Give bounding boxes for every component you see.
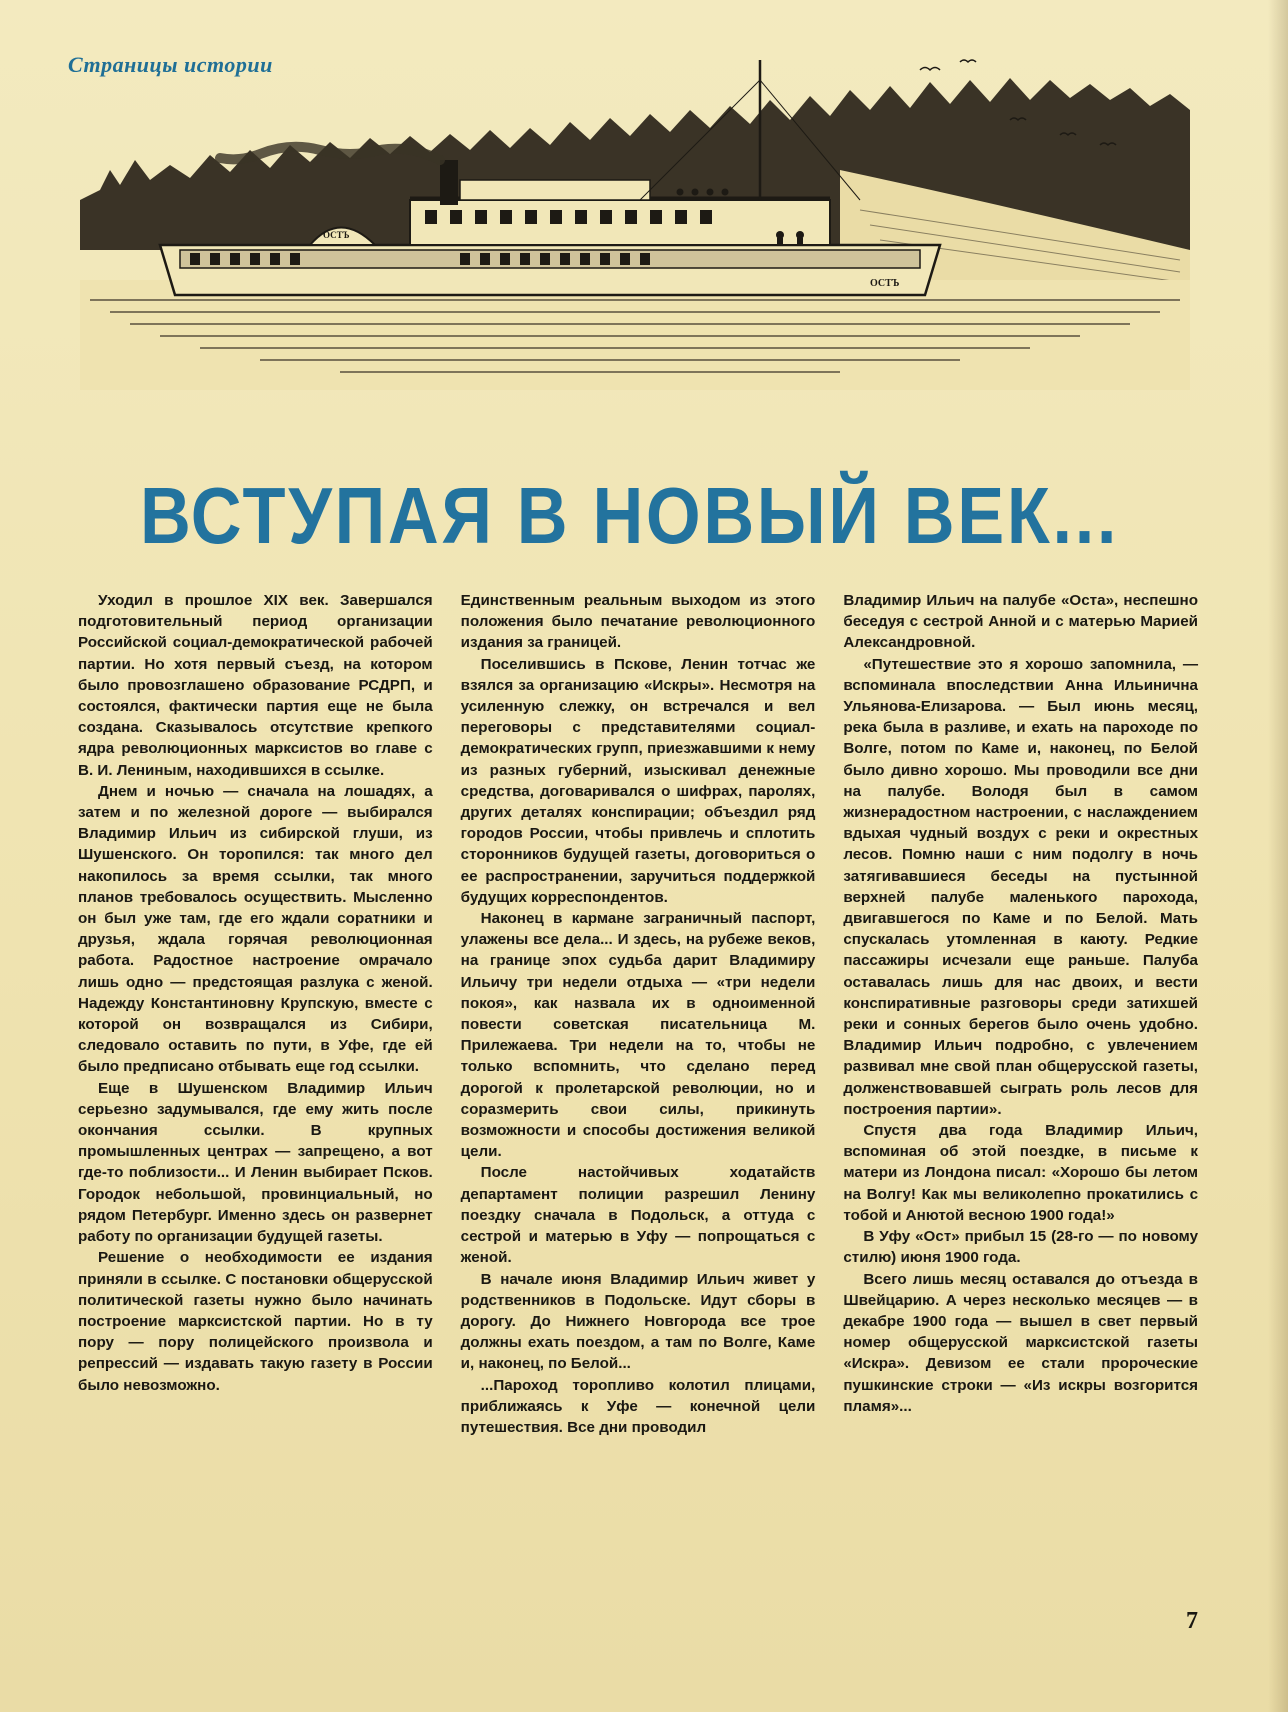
page-edge-shadow xyxy=(1268,0,1288,1712)
ship-name-paddle: ОСТЪ xyxy=(323,230,350,240)
column-1 xyxy=(78,590,433,1620)
paragraph: Спустя два года Владимир Ильич, вспоминая об этой поездке, в письме к матери из Лондона писал: «Хорошо бы летом на Волгу! Как мы великолепно прокатились с тобой и Анютой весною 1900 года!» xyxy=(843,1122,1199,1224)
page-number: 7 xyxy=(1186,1608,1198,1634)
paragraph: Владимир Ильич на палубе «Оста», неспешно беседуя с сестрой Анной и с матерью Марией Александровной. xyxy=(843,592,1199,652)
paragraph: Наконец в кармане заграничный паспорт, улажены все дела... И здесь, на рубеже веков, на границе эпох судьба дарит Владимиру Ильичу три недели отдыха — «три недели покоя», как назвала их в одноименной повести советская писательница М. Прилежаева. Три недели на то, чтобы не только вспомнить, что сделано перед дорогой к пролетарской революции, но и соразмерить свои силы, прикинуть возможности и способы достижения великой цели. xyxy=(460,910,816,1161)
paragraph: Всего лишь месяц оставался до отъезда в Швейцарию. А через несколько месяцев — в декабре 1900 года — вышел в свет первый номер общерусской марксистской газеты «Искра». Девизом ее стали пророческие пушкинские строки — «Из искры возгорится пламя»... xyxy=(843,1270,1199,1415)
section-label: Страницы истории xyxy=(68,52,273,77)
paragraph: Единственным реальным выходом из этого положения было печатание революционного издания за границей. xyxy=(460,592,816,652)
paragraph: ...Пароход торопливо колотил плицами, приближаясь к Уфе — конечной цели путешествия. Все дни проводил xyxy=(460,1376,816,1436)
paragraph: Еще в Шушенском Владимир Ильич серьезно задумывался, где ему жить после окончания ссылки. В крупных промышленных центрах — запрещено, а вот где-то поблизости... И Ленин выбирает Псков. Городок небольшой, провинциальный, но рядом Петербург. Именно здесь он развернет работу по организации будущей газеты. xyxy=(78,1079,433,1246)
paragraph: Уходил в прошлое XIX век. Завершался подготовительный период организации Российской социал-демократической рабочей партии. Но хотя первый съезд, на котором было провозглашено образование РСДРП, и состоялся, фактически партия еще не была создана. Сказывалось отсутствие крепкого ядра революционных марксистов во главе с В. И. Лениным, находившихся в ссылке. xyxy=(78,592,433,779)
column-3 xyxy=(843,590,1198,1620)
paragraph: Решение о необходимости ее издания приняли в ссылке. С постановки общерусской политической газеты нужно было начинать построение марксистской партии. Но в ту пору — пору полицейского произвола и репрессий — издавать такую газету в России было невозможно. xyxy=(78,1249,433,1394)
paragraph: В Уфу «Ост» прибыл 15 (28-го — по новому стилю) июня 1900 года. xyxy=(843,1228,1199,1267)
paragraph: «Путешествие это я хорошо запомнила, — вспоминала впоследствии Анна Ильинична Ульянова-Елизарова. — Был июнь месяц, река была в разливе, и ехать на пароходе по Волге, потом по Каме и, наконец, по Белой было дивно хорошо. Мы проводили все дни на палубе. Володя был в самом жизнерадостном настроении, с наслаждением вдыхая чудный воздух с реки и окрестных лесов. Помню наши с ним подолгу в ночь затягивавшиеся беседы на пустынной верхней палубе маленького парохода, двигавшегося по Каме и по Белой. Мать спускалась утомленная в каюту. Редкие пассажиры исчезали еще раньше. Палуба оставалась лишь для нас двоих, и вести конспиративные разговоры среди затихшей реки и сонных берегов было очень удобно. Владимир Ильич подробно, с увлечением развивал мне свой план общерусской газеты, долженствовавшей сыграть роль лесов для построения партии». xyxy=(843,655,1199,1118)
article-body xyxy=(78,590,1198,1620)
ship-name-bow: ОСТЪ xyxy=(870,278,900,289)
paragraph: После настойчивых ходатайств департамент полиции разрешил Ленину поездку сначала в Подольск, а оттуда с сестрой и матерью в Уфу — попрощаться с женой. xyxy=(460,1164,816,1267)
paragraph: В начале июня Владимир Ильич живет у родственников в Подольске. Идут сборы в дорогу. До Нижнего Новгорода все трое должны ехать поездом, а там по Волге, Каме и, наконец, по Белой... xyxy=(460,1270,816,1373)
paragraph: Днем и ночью — сначала на лошадях, а затем и по железной дороге — выбирался Владимир Ильич из сибирской глуши, из Шушенского. Он торопился: так много дел накопилось за время ссылки, так много планов требовалось осуществить. Мысленно он был уже там, где его ждали соратники и друзья, ждала горячая революционная работа. Радостное настроение омрачало лишь одно — предстоящая разлука с женой. Надежду Константиновну Крупскую, вместе с которой он возвращался из Сибири, следовало оставить по пути, в Уфе, где ей было предписано отбывать еще год ссылки. xyxy=(78,782,433,1076)
column-2 xyxy=(461,590,816,1620)
article-headline: ВСТУПАЯ В НОВЫЙ ВЕК... xyxy=(140,471,1120,560)
paragraph: Поселившись в Пскове, Ленин тотчас же взялся за организацию «Искры». Несмотря на усиленную слежку, он встречался и вел переговоры с представителями социал-демократических групп, приезжавшими к нему из разных губерний, изыскивал денежные средства, договаривался о шифрах, паролях, других деталях конспирации; объездил ряд городов России, чтобы привлечь и сплотить сторонников будущей газеты, договориться о ее распространении, заручиться поддержкой будущих корреспондентов. xyxy=(460,655,816,906)
steamboat-illustration-icon xyxy=(80,50,1190,400)
